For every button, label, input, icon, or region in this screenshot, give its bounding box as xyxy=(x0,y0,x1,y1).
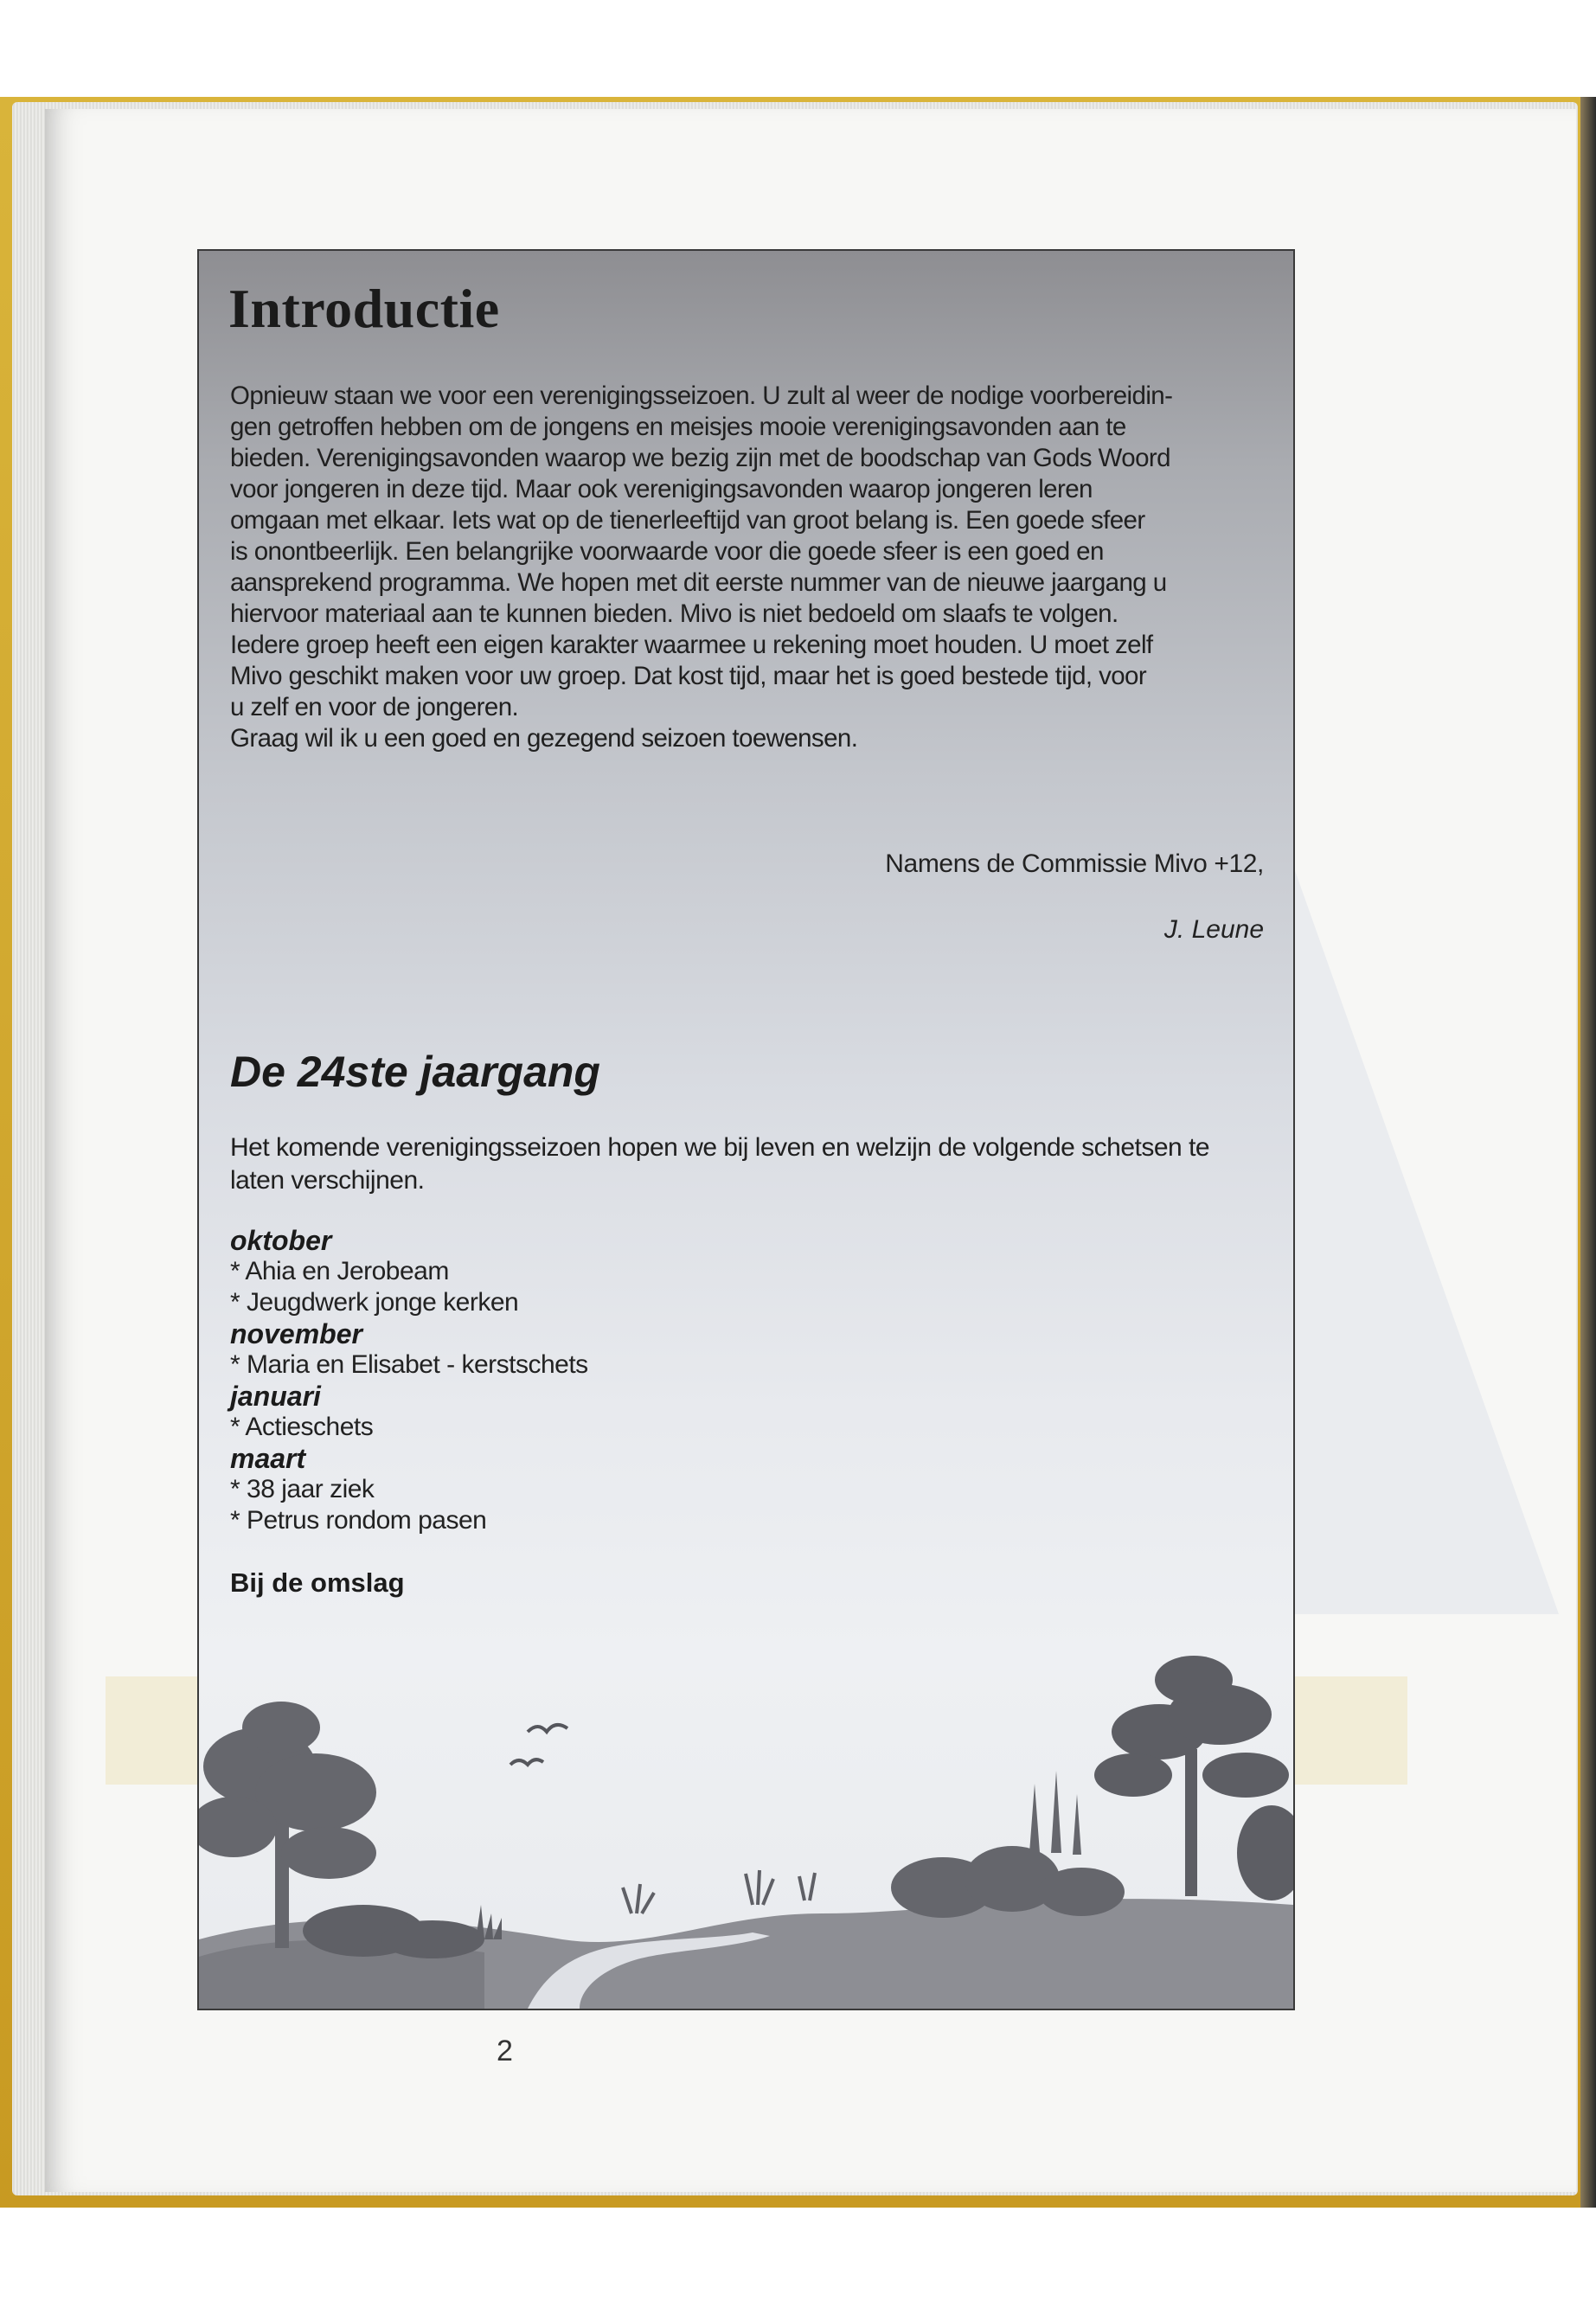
landscape-illustration xyxy=(199,1628,1293,2009)
schedule-month: januari xyxy=(230,1381,321,1412)
schedule-group xyxy=(230,1318,1182,1381)
birds xyxy=(510,1725,567,1765)
schedule-item: * 38 jaar ziek xyxy=(230,1475,375,1503)
signature-line: Namens de Commissie Mivo +12, xyxy=(885,849,1264,878)
grass-tufts xyxy=(623,1870,815,1913)
intro-paragraph: Opnieuw staan we voor een verenigingsseizoen. U zult al weer de nodige voorbereidin- gen getroffen hebben om de jongens en meisjes mooie verenigingsavonden aan te bieden. Verenigingsavonden waarop we bezig zijn met de boodschap van Gods Woord voor jongeren in deze tijd. Maar ook verenigingsavonden waarop jongeren leren omgaan met elkaar. Iets wat op de tienerleeftijd van groot belang is. Een goede sfeer is onontbeerlijk. Een belangrijke voorwaarde voor die goede sfeer is een goed en aansprekend programma. We hopen met dit eerste nummer van de nieuwe jaargang u hiervoor materiaal aan te kunnen bieden. Mivo is niet bedoeld om slaafs te volgen. Iedere groep heeft een eigen karakter waarmee u rekening moet houden. U moet zelf Mivo geschikt maken voor uw groep. Dat kost tijd, maar het is goed bestede tijd, voor u zelf en voor de jongeren. Graag wil ik u een goed en gezegend seizoen toewensen. xyxy=(230,381,1173,753)
section-paragraph: Het komende verenigingsseizoen hopen we bij leven en welzijn de volgende schetsen te laten verschijnen. xyxy=(230,1133,1210,1195)
schedule-item: * Petrus rondom pasen xyxy=(230,1506,487,1535)
page-heading: Introductie xyxy=(228,278,500,339)
closing-heading: Bij de omslag xyxy=(230,1567,405,1598)
schedule-month: oktober xyxy=(230,1225,332,1256)
content-panel xyxy=(197,249,1295,2010)
schedule-group xyxy=(230,1381,1182,1443)
schedule-list xyxy=(230,1225,1182,1536)
right-bushes xyxy=(891,1771,1125,1918)
schedule-group xyxy=(230,1225,1182,1318)
schedule-item: * Maria en Elisabet - kerstschets xyxy=(230,1350,588,1379)
next-page-edge xyxy=(1580,97,1596,2208)
schedule-group xyxy=(230,1443,1182,1536)
left-bushes xyxy=(303,1905,502,1958)
page-number: 2 xyxy=(497,2035,513,2067)
schedule-month: november xyxy=(230,1318,362,1349)
signature-name: J. Leune xyxy=(1163,915,1264,944)
section-heading: De 24ste jaargang xyxy=(230,1048,600,1096)
right-tree xyxy=(1094,1656,1293,1900)
schedule-month: maart xyxy=(230,1443,306,1474)
schedule-item: * Actieschets xyxy=(230,1413,374,1441)
schedule-item: * Ahia en Jerobeam xyxy=(230,1257,449,1285)
schedule-item: * Jeugdwerk jonge kerken xyxy=(230,1288,519,1317)
